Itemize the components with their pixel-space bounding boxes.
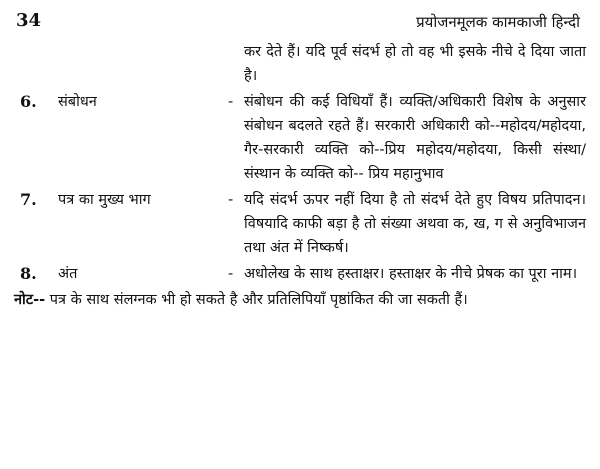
item-number: 8. (20, 264, 37, 283)
list-item-8 (14, 262, 586, 286)
page-number: 34 (16, 10, 42, 31)
item-description: यदि संदर्भ ऊपर नहीं दिया है तो संदर्भ देते हुए विषय प्रतिपादन। विषयादि काफी बड़ा है तो संख्या अथवा क, ख, ग से अनुविभाजन तथा अंत में निष्कर्ष। (244, 192, 586, 256)
running-head: प्रयोजनमूलक कामकाजी हिन्दी (416, 13, 580, 31)
note-label: नोट-- (14, 292, 46, 308)
list-item-6 (14, 90, 586, 186)
item-term: अंत (58, 266, 78, 282)
page-body (14, 40, 586, 312)
item-dash: - (228, 266, 234, 282)
item-description: अधोलेख के साथ हस्ताक्षर। हस्ताक्षर के नीचे प्रेषक का पूरा नाम। (244, 266, 578, 282)
item-term: पत्र का मुख्य भाग (58, 192, 151, 208)
continuation-paragraph: कर देते हैं। यदि पूर्व संदर्भ हो तो वह भी इसके नीचे दे दिया जाता है। (244, 44, 586, 84)
item-number: 6. (20, 92, 37, 111)
item-number: 7. (20, 190, 37, 209)
note-paragraph (14, 288, 586, 312)
item-dash: - (228, 94, 234, 110)
item-dash: - (228, 192, 234, 208)
page-header (16, 10, 580, 36)
note-text: पत्र के साथ संलग्नक भी हो सकते है और प्रतिलिपियाँ पृष्ठांकित की जा सकती हैं। (49, 292, 468, 308)
item-description: संबोधन की कई विधियाँ हैं। व्यक्ति/अधिकारी विशेष के अनुसार संबोधन बदलते रहते हैं। सरकारी अधिकारी को--महोदय/महोदया, गैर-सरकारी व्यक्ति को--प्रिय महोदय/महोदया, किसी संस्था/संस्थान के व्यक्ति को-- प्रिय महानुभाव (244, 94, 586, 182)
list-item-7 (14, 188, 586, 260)
item-term: संबोधन (58, 94, 97, 110)
